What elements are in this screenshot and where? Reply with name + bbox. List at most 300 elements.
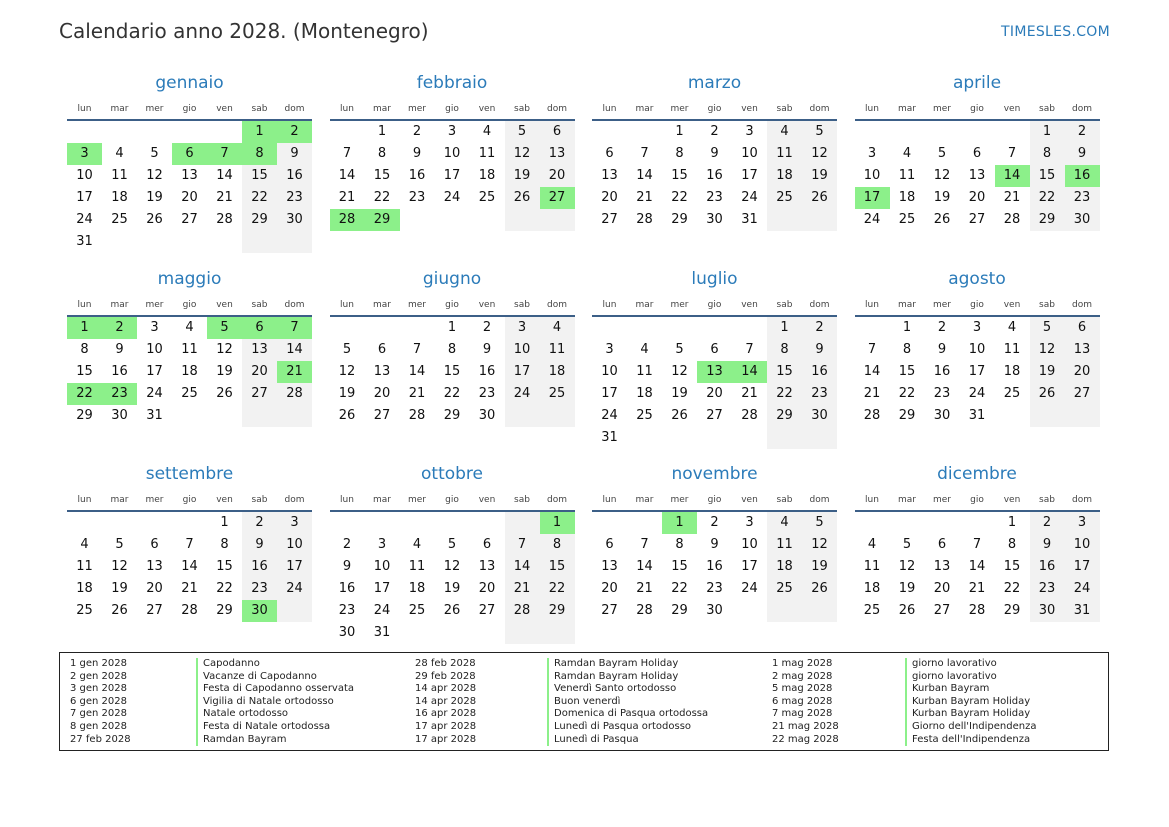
day-cell: 5 [675,341,684,357]
weekday-label: ven [478,104,496,114]
day-cell: 4 [1007,319,1017,335]
day-cell: 6 [377,341,387,357]
day-cell: 18 [863,581,881,596]
day-cell: 14 [636,559,653,574]
weekday-label: lun [77,299,92,310]
day-cell: 15 [1003,559,1021,574]
day-cell: 2 [937,319,947,335]
day-cell: 22 [898,385,916,401]
month-days [592,121,837,253]
weekday-label: mar [635,299,654,310]
weekday-label: sab [1039,495,1055,505]
day-cell: 2 [1042,515,1052,530]
weekday-label: ven [1003,495,1021,505]
day-cell: 20 [146,581,163,596]
weekday-label: dom [1072,495,1092,505]
legend-marker [547,658,549,746]
day-cell: 9 [290,146,299,161]
day-cell: 2 [815,319,824,335]
day-cell: 19 [338,385,356,401]
day-cell: 8 [675,537,684,552]
day-cell: 17 [968,363,986,379]
day-cell: 28 [1003,212,1021,227]
day-cell: 30 [706,603,723,618]
day-cell: 9 [937,341,947,357]
weekday-label: gio [445,299,459,310]
day-cell: 29 [898,407,916,423]
day-cell: 16 [338,581,356,596]
day-cell: 8 [552,537,562,552]
month-days [855,317,1100,449]
holiday-day: 2 [277,121,312,143]
weekday-label: mer [407,495,426,505]
weekday-label: mar [373,495,391,505]
weekday-label: sab [251,104,268,114]
day-cell: 14 [216,168,233,183]
day-cell: 11 [776,537,793,552]
day-cell: 3 [447,124,457,139]
legend-holiday-name: Buon venerdì [554,695,621,707]
day-cell: 21 [741,385,758,401]
weekday-label: gio [970,495,984,505]
day-cell: 2 [342,537,352,552]
day-cell: 20 [601,581,618,596]
legend-date: 22 mag 2028 [772,733,839,745]
day-cell: 21 [863,385,881,401]
day-cell: 5 [815,515,824,530]
day-cell: 19 [1038,363,1056,379]
day-cell: 10 [741,537,758,552]
holiday-day: 14 [995,165,1030,187]
day-cell: 24 [373,603,391,618]
day-cell: 4 [640,341,649,357]
holiday-day: 7 [277,317,312,339]
day-cell: 14 [181,559,198,574]
weekday-header [855,104,1100,116]
day-cell: 15 [671,559,688,574]
day-cell: 4 [482,124,492,139]
day-cell: 2 [710,124,719,139]
day-cell: 10 [146,341,163,357]
month-name: maggio [157,268,222,289]
day-cell: 27 [146,603,163,618]
day-cell: 24 [863,212,881,227]
day-cell: 29 [671,603,688,618]
month-days [67,121,312,253]
day-cell: 27 [251,385,268,401]
day-cell: 28 [636,603,653,618]
legend-holiday-name: Ramdan Bayram Holiday [554,670,679,682]
weekday-label: gio [707,495,722,505]
day-cell: 24 [286,581,303,596]
weekday-label: lun [340,299,354,310]
day-cell: 17 [76,190,93,205]
legend-holiday-name: Venerdì Santo ortodosso [554,683,677,695]
day-cell: 24 [76,212,93,227]
weekday-label: mer [670,104,689,114]
day-cell: 27 [478,603,496,618]
weekday-header [855,495,1100,507]
day-cell: 25 [408,603,426,618]
month-days [592,317,837,449]
legend-dates [772,658,839,746]
day-cell: 3 [745,515,754,530]
weekday-label: gio [182,104,197,114]
day-cell: 12 [898,559,916,574]
day-cell: 8 [675,146,684,161]
day-cell: 3 [972,319,982,335]
legend-holiday-name: Lunedì di Pasqua ortodosso [554,720,692,732]
day-cell: 9 [1042,537,1052,552]
day-cell: 21 [408,385,426,401]
day-cell: 5 [115,537,124,552]
holiday-legend [59,652,1109,751]
day-cell: 23 [706,190,723,205]
day-cell: 24 [1073,581,1091,596]
month-days [330,121,575,253]
weekday-label: mer [407,299,426,310]
holiday-day: 6 [172,143,207,165]
day-cell: 3 [377,537,387,552]
day-cell: 9 [815,341,824,357]
weekday-label: gio [182,299,197,310]
month-days [67,317,312,449]
day-cell: 17 [601,385,618,401]
day-cell: 3 [1077,515,1087,530]
legend-date: 17 apr 2028 [415,720,477,732]
day-cell: 7 [412,341,422,357]
legend-date: 5 mag 2028 [772,683,833,695]
day-cell: 9 [710,146,719,161]
legend-date: 21 mag 2028 [772,720,839,732]
weekday-label: gio [970,299,984,310]
day-cell: 21 [181,581,198,596]
day-cell: 27 [601,603,618,618]
weekday-label: dom [547,299,567,310]
month-days [330,512,575,644]
day-cell: 1 [1007,515,1017,530]
day-cell: 12 [1038,341,1056,357]
day-cell: 30 [1038,603,1056,618]
weekday-label: dom [809,495,830,505]
day-cell: 30 [338,625,356,640]
day-cell: 20 [548,168,566,183]
day-cell: 1 [675,124,684,139]
weekday-label: ven [741,495,758,505]
holiday-day: 1 [540,512,575,534]
day-cell: 13 [181,168,198,183]
day-cell: 13 [251,341,268,357]
legend-marker [196,658,198,746]
month-name: febbraio [416,73,488,93]
day-cell: 6 [482,537,492,552]
weekday-label: lun [602,495,617,505]
day-cell: 29 [1038,212,1056,227]
day-cell: 15 [548,559,566,574]
day-cell: 10 [373,559,391,574]
legend-holiday-name: Ramdan Bayram [203,733,287,745]
day-cell: 8 [220,537,229,552]
legend-holiday-name: Giorno dell'Indipendenza [912,720,1037,732]
holiday-day: 17 [855,187,890,209]
legend-names [203,658,354,746]
day-cell: 15 [216,559,233,574]
day-cell: 8 [377,146,387,161]
day-cell: 10 [443,146,461,161]
weekday-label: sab [1039,299,1055,310]
day-cell: 19 [216,363,233,379]
day-cell: 6 [552,124,562,139]
weekday-label: dom [547,495,567,505]
legend-holiday-name: Kurban Bayram [912,683,990,695]
day-cell: 9 [710,537,719,552]
day-cell: 23 [286,190,303,205]
legend-date: 1 mag 2028 [772,658,833,669]
day-cell: 9 [482,341,492,357]
day-cell: 19 [811,559,828,574]
day-cell: 27 [373,407,391,423]
day-cell: 22 [1003,581,1021,596]
holiday-day: 28 [330,209,365,231]
day-cell: 22 [373,190,391,205]
weekday-label: sab [514,495,530,505]
day-cell: 8 [80,341,89,357]
day-cell: 7 [640,146,649,161]
day-cell: 25 [548,385,566,401]
weekday-label: sab [1039,104,1055,114]
day-cell: 24 [601,407,618,423]
day-cell: 2 [1077,124,1087,139]
month-days [855,121,1100,253]
day-cell: 24 [741,581,758,596]
day-cell: 16 [251,559,268,574]
day-cell: 14 [863,363,881,379]
day-cell: 4 [115,146,124,161]
legend-date: 14 apr 2028 [415,683,477,695]
day-cell: 19 [933,190,951,205]
holiday-day: 7 [207,143,242,165]
legend-date: 7 gen 2028 [70,708,128,720]
day-cell: 25 [111,212,128,227]
day-cell: 15 [898,363,916,379]
day-cell: 27 [706,407,723,423]
day-cell: 15 [671,168,688,183]
day-cell: 27 [933,603,951,618]
day-cell: 12 [513,146,531,161]
legend-date: 7 mag 2028 [772,708,833,720]
day-cell: 31 [76,234,93,249]
day-cell: 7 [745,341,754,357]
month-name: settembre [145,464,234,484]
holiday-day: 13 [697,361,732,383]
day-cell: 7 [1007,146,1017,161]
day-cell: 23 [251,581,268,596]
weekday-label: mer [932,495,951,505]
weekday-label: lun [602,299,617,310]
day-cell: 29 [671,212,688,227]
day-cell: 7 [972,537,982,552]
holiday-day: 1 [242,121,277,143]
day-cell: 16 [811,363,828,379]
day-cell: 25 [1003,385,1021,401]
day-cell: 20 [478,581,496,596]
day-cell: 5 [902,537,912,552]
day-cell: 4 [902,146,912,161]
day-cell: 4 [80,537,89,552]
day-cell: 15 [373,168,391,183]
legend-holiday-name: Vacanze di Capodanno [203,670,317,682]
day-cell: 2 [412,124,422,139]
page-title: Calendario anno 2028. (Montenegro) [59,19,429,43]
day-cell: 5 [815,124,824,139]
month-name: luglio [691,268,738,289]
weekday-header [67,104,312,116]
day-cell: 31 [373,625,391,640]
weekday-label: dom [1072,104,1092,114]
day-cell: 15 [443,363,461,379]
day-cell: 1 [1042,124,1052,139]
day-cell: 19 [898,581,916,596]
legend-holiday-name: Lunedì di Pasqua [554,733,639,745]
day-cell: 9 [115,341,124,357]
day-cell: 2 [482,319,492,335]
day-cell: 9 [412,146,422,161]
weekday-label: mar [635,104,654,114]
day-cell: 17 [443,168,461,183]
holiday-day: 16 [1065,165,1100,187]
day-cell: 11 [181,341,198,357]
day-cell: 11 [1003,341,1021,357]
day-cell: 10 [286,537,303,552]
day-cell: 18 [478,168,496,183]
weekday-label: dom [284,104,305,114]
day-cell: 28 [513,603,531,618]
day-cell: 18 [636,385,653,401]
day-cell: 23 [933,385,951,401]
month-name: aprile [952,73,1002,93]
day-cell: 12 [811,537,828,552]
weekday-label: dom [284,299,305,310]
legend-dates [415,658,476,746]
legend-holiday-name: giorno lavorativo [912,658,997,669]
day-cell: 4 [552,319,562,335]
day-cell: 6 [937,537,947,552]
day-cell: 8 [447,341,457,357]
day-cell: 6 [710,341,719,357]
legend-date: 16 apr 2028 [415,708,477,720]
day-cell: 28 [741,407,758,423]
day-cell: 16 [286,168,303,183]
weekday-label: mar [110,104,129,114]
weekday-label: mer [670,299,689,310]
weekday-label: ven [1003,104,1021,114]
day-cell: 5 [937,146,947,161]
day-cell: 18 [111,190,128,205]
day-cell: 11 [76,559,93,574]
day-cell: 27 [1073,385,1091,401]
day-cell: 25 [636,407,653,423]
holiday-day: 6 [242,317,277,339]
day-cell: 16 [933,363,951,379]
day-cell: 13 [933,559,951,574]
weekday-label: mar [373,104,391,114]
day-cell: 15 [76,363,93,379]
holiday-day: 21 [277,361,312,383]
day-cell: 23 [1038,581,1056,596]
day-cell: 5 [517,124,527,139]
day-cell: 30 [1073,212,1091,227]
month-name: novembre [671,464,758,484]
weekday-label: mer [670,495,689,505]
day-cell: 7 [342,146,352,161]
brand-link[interactable]: TIMESLES.COM [1001,24,1110,40]
day-cell: 20 [373,385,391,401]
day-cell: 26 [216,385,233,401]
month-days [855,512,1100,644]
day-cell: 3 [150,319,159,335]
day-cell: 22 [251,190,268,205]
day-cell: 17 [741,559,758,574]
day-cell: 10 [513,341,531,357]
legend-holiday-name: Capodanno [203,658,260,669]
weekday-label: mar [898,104,916,114]
day-cell: 25 [863,603,881,618]
day-cell: 30 [933,407,951,423]
day-cell: 29 [216,603,233,618]
day-cell: 3 [605,341,614,357]
day-cell: 19 [146,190,163,205]
legend-holiday-name: Kurban Bayram Holiday [912,695,1031,707]
day-cell: 13 [478,559,496,574]
day-cell: 24 [968,385,986,401]
legend-holiday-name: Domenica di Pasqua ortodossa [554,708,709,720]
day-cell: 28 [216,212,233,227]
day-cell: 14 [286,341,303,357]
day-cell: 31 [146,407,163,423]
weekday-label: mer [932,104,951,114]
weekday-label: mar [373,299,391,310]
day-cell: 10 [601,363,618,379]
weekday-label: ven [741,299,758,310]
day-cell: 30 [111,407,128,423]
day-cell: 20 [1073,363,1091,379]
day-cell: 28 [636,212,653,227]
day-cell: 12 [216,341,233,357]
legend-date: 3 gen 2028 [70,683,128,695]
legend-date: 6 mag 2028 [772,695,833,707]
day-cell: 19 [811,168,828,183]
weekday-label: dom [1072,299,1092,310]
day-cell: 30 [286,212,303,227]
day-cell: 4 [185,319,194,335]
day-cell: 18 [1003,363,1021,379]
weekday-header [330,104,575,116]
weekday-label: mar [110,299,129,310]
day-cell: 21 [636,581,653,596]
day-cell: 14 [338,168,356,183]
day-cell: 15 [1038,168,1056,183]
day-cell: 1 [377,124,387,139]
day-cell: 29 [776,407,793,423]
day-cell: 12 [443,559,461,574]
day-cell: 27 [181,212,198,227]
weekday-label: ven [741,104,758,114]
legend-date: 27 feb 2028 [70,733,131,745]
day-cell: 8 [1007,537,1017,552]
weekday-label: gio [707,299,722,310]
legend-date: 14 apr 2028 [415,695,477,707]
weekday-label: dom [284,495,305,505]
